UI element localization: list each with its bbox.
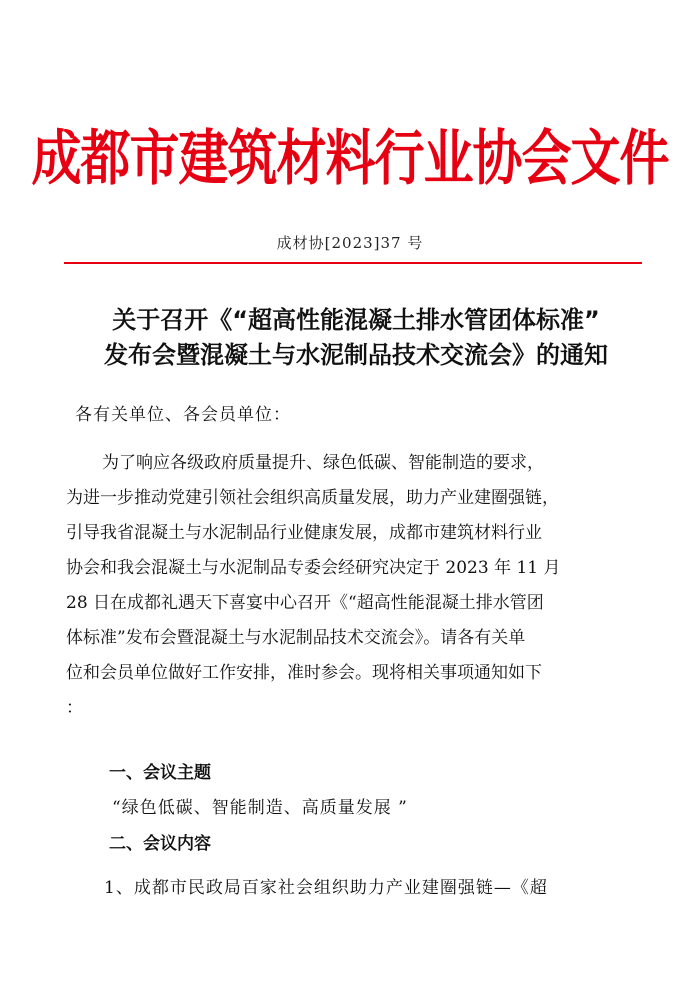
notice-title-line-2: 发布会暨混凝土与水泥制品技术交流会》的通知 xyxy=(104,341,608,369)
body-line: 28 日在成都礼遇天下喜宴中心召开《“超高性能混凝土排水管团 xyxy=(66,593,544,613)
section-1-theme-text: “绿色低碳、智能制造、高质量发展 ” xyxy=(112,798,408,818)
body-line: 协会和我会混凝土与水泥制品专委会经研究决定于 2023 年 11 月 xyxy=(66,558,561,578)
section-1-heading: 一、会议主题 xyxy=(109,763,211,783)
notice-title-line-1: 关于召开《“超高性能混凝土排水管团体标准” xyxy=(112,306,600,334)
body-paragraph xyxy=(66,446,626,726)
salutation: 各有关单位、各会员单位： xyxy=(75,405,291,425)
body-line: 位和会员单位做好工作安排，准时参会。现将相关事项通知如下 xyxy=(66,663,542,683)
body-line: 体标准”发布会暨混凝土与水泥制品技术交流会》。请各有关单 xyxy=(66,628,526,648)
notice-title xyxy=(66,303,646,373)
body-line: 为进一步推动党建引领社会组织高质量发展，助力产业建圈强链， xyxy=(66,488,559,508)
section-2-heading: 二、会议内容 xyxy=(109,834,211,854)
section-2-item-1: 1、成都市民政局百家社会组织助力产业建圈强链—《超 xyxy=(104,878,548,898)
red-divider-line xyxy=(64,262,642,264)
body-line: 引导我省混凝土与水泥制品行业健康发展，成都市建筑材料行业 xyxy=(66,523,542,543)
body-line: ： xyxy=(66,698,83,718)
document-number: 成材协[2023]37 号 xyxy=(276,234,424,252)
org-document-header: 成都市建筑材料行业协会文件 xyxy=(31,124,669,194)
body-line: 为了响应各级政府质量提升、绿色低碳、智能制造的要求， xyxy=(102,453,544,473)
